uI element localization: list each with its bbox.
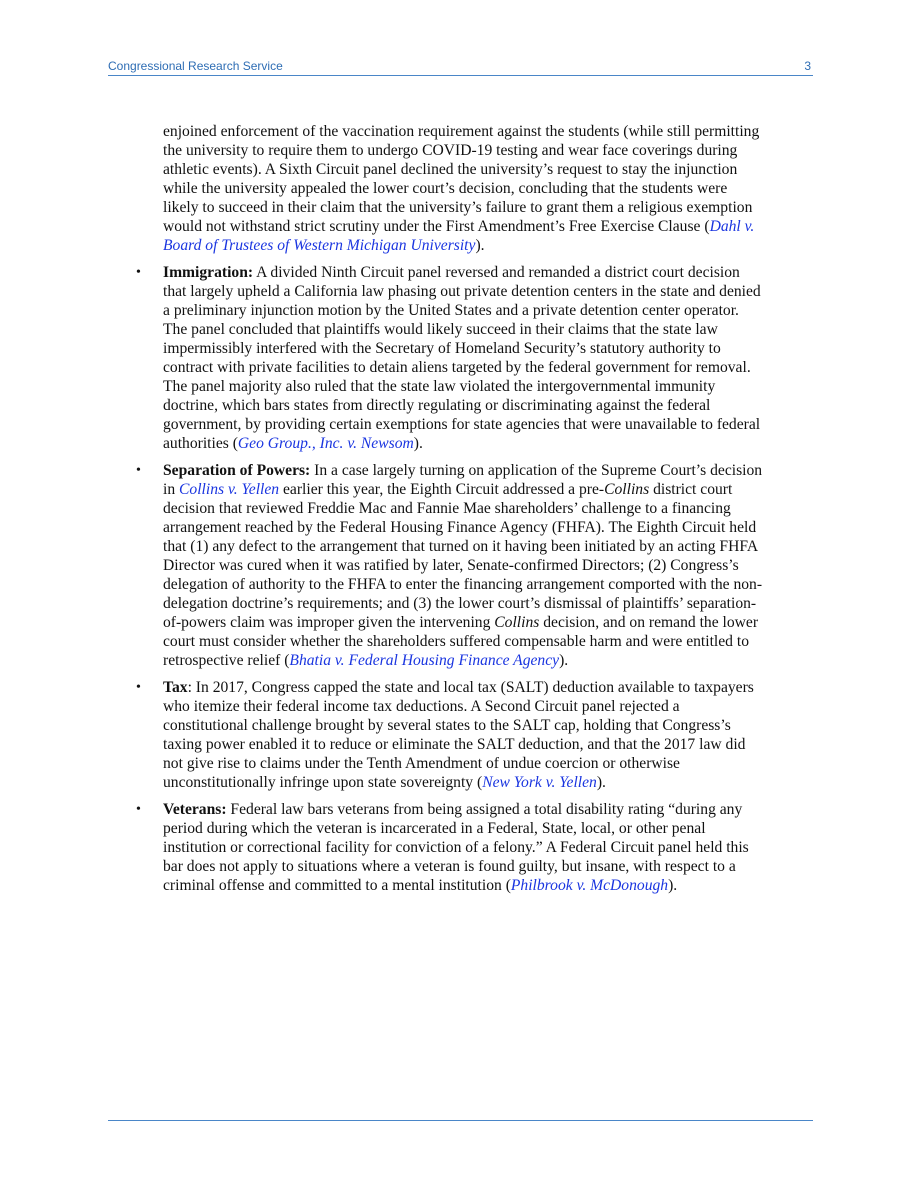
list-item-veterans: • Veterans: Federal law bars veterans from being assigned a total disability rating “during any period during which the veteran is incarcerated in a Federal, State, local, or other penal institution or correctional facility for conviction of a felony.” A Federal Circuit panel held this bar does not apply to situations where a veteran is found guilty, but insane, with respect to a criminal offense and committed to a mental institution (Philbrook v. McDonough). <box>136 801 749 894</box>
bullet-icon: • <box>136 463 141 478</box>
topic-label: Veterans: <box>163 801 227 818</box>
case-link-bhatia[interactable]: Bhatia v. Federal Housing Finance Agency <box>289 652 560 669</box>
page-number: 3 <box>804 59 811 73</box>
case-link-geo-group[interactable]: Geo Group., Inc. v. Newsom <box>237 435 414 452</box>
topic-label: Separation of Powers: <box>163 462 311 479</box>
bullet-icon: • <box>136 680 141 695</box>
intro-paragraph: enjoined enforcement of the vaccination requirement against the students (while still permitting the university to require them to undergo COVID-19 testing and wear face coverings during athletic events). A Sixth Circuit panel declined the university’s request to stay the injunction while the university appealed the lower court’s decision, concluding that the students were likely to succeed in their claim that the university’s failure to grant them a religious exemption would not withstand strict scrutiny under the First Amendment’s Free Exercise Clause (Dahl v. Board of Trustees of Western Michigan University). <box>163 123 760 254</box>
header-org: Congressional Research Service <box>108 59 283 73</box>
list-item-immigration: • Immigration: A divided Ninth Circuit panel reversed and remanded a district court decision that largely upheld a California law phasing out private detention centers in the state and denied a preliminary injunction motion by the United States and a private detention center operator. The panel concluded that plaintiffs would likely succeed in their claims that the state law impermissibly interfered with the Secretary of Homeland Security’s statutory authority to contract with private facilities to detain aliens targeted by the federal government for removal. The panel majority also ruled that the state law violated the intergovernmental immunity doctrine, which bars states from directly regulating or discriminating against the federal government, by providing certain exemptions for state agencies that were unavailable to federal authorities (Geo Group., Inc. v. Newsom). <box>136 264 761 452</box>
list-item-separation-of-powers: • Separation of Powers: In a case largely turning on application of the Supreme Court’s decision in Collins v. Yellen earlier this year, the Eighth Circuit addressed a pre-Collins district court decision that reviewed Freddie Mac and Fannie Mae shareholders’ challenge to a financing arrangement reached by the Federal Housing Finance Agency (FHFA). The Eighth Circuit held that (1) any defect to the arrangement that turned on it having been initiated by an acting FHFA Director was cured when it was ratified by later, Senate-confirmed Directors; (2) Congress’s delegation of authority to the FHFA to enter the financing arrangement comported with the non-delegation doctrine’s requirements; and (3) the lower court’s dismissal of plaintiffs’ separation-of-powers claim was improper given the intervening Collins decision, and on remand the lower court must consider whether the shareholders suffered compensable harm and were entitled to retrospective relief (Bhatia v. Federal Housing Finance Agency). <box>136 462 763 669</box>
page-header <box>108 58 813 76</box>
topic-label: Immigration: <box>163 264 254 281</box>
list-item-tax: • Tax: In 2017, Congress capped the state and local tax (SALT) deduction available to taxpayers who itemize their federal income tax deductions. A Second Circuit panel rejected a constitutional challenge brought by several states to the SALT cap, holding that Congress’s taxing power enabled it to reduce or eliminate the SALT deduction, and that the 2017 law did not give rise to claims under the Tenth Amendment of undue coercion or otherwise unconstitutionally infringe upon state sovereignty (New York v. Yellen). <box>136 679 754 791</box>
bullet-icon: • <box>136 265 141 280</box>
document-body <box>136 122 763 903</box>
case-link-dahl[interactable]: Dahl v. Board of Trustees of Western Michigan University <box>163 218 755 254</box>
bullet-icon: • <box>136 802 141 817</box>
footer-rule <box>108 1120 813 1121</box>
case-link-philbrook[interactable]: Philbrook v. McDonough <box>510 877 669 894</box>
topic-label: Tax <box>163 679 188 696</box>
case-link-collins[interactable]: Collins v. Yellen <box>179 481 280 498</box>
case-link-new-york[interactable]: New York v. Yellen <box>482 774 597 791</box>
